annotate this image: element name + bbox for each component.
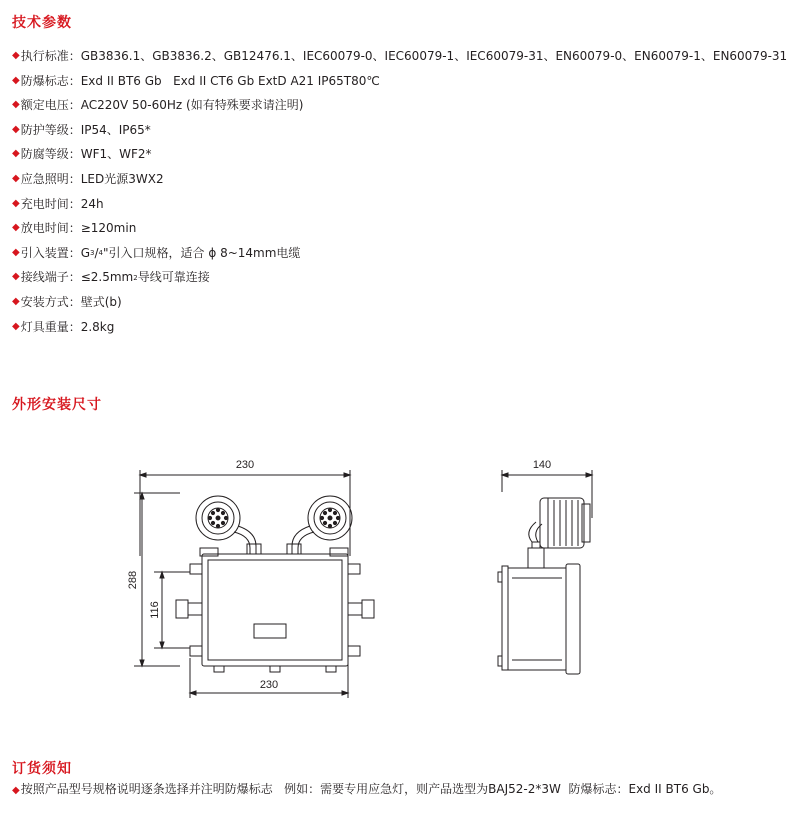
side-depth-label: 140: [532, 459, 552, 471]
front-enclosure: [176, 554, 374, 672]
spec-list: [12, 44, 787, 339]
spec-row-installation: ◆ 安装方式： 壁式(b): [12, 290, 787, 315]
bullet-diamond-icon: ◆: [12, 295, 20, 307]
section-title-tech-params: 技术参数: [12, 15, 72, 31]
bullet-diamond-icon: ◆: [12, 99, 20, 111]
front-height-label: 288: [127, 570, 139, 590]
section-title-dimensions: 外形安装尺寸: [12, 397, 102, 413]
order-note: ◆按照产品型号规格说明逐条选择并注明防爆标志 例如：需要专用应急灯，则产品选型为BAJ52-2*3W 防爆标志：Exd II BT6 Gb。: [12, 782, 722, 796]
bullet-diamond-icon: ◆: [12, 148, 20, 160]
spec-row-protection: ◆ 防护等级： IP54、IP65*: [12, 118, 787, 143]
spec-row-emergency-light: ◆ 应急照明： LED光源3WX2: [12, 167, 787, 192]
bullet-diamond-icon: ◆: [12, 246, 20, 258]
spec-row-entry-device: ◆ 引入装置： G 3 / 4 "引入口规格，适合 ϕ 8~14mm电缆: [12, 241, 787, 266]
front-inner-height-label: 116: [149, 601, 161, 619]
bullet-diamond-icon: ◆: [12, 197, 20, 209]
spec-row-voltage: ◆ 额定电压： AC220V 50-60Hz (如有特殊要求请注明): [12, 93, 787, 118]
front-width-top-label: 230: [235, 459, 255, 471]
section-title-order: 订货须知: [12, 761, 72, 777]
front-height-dimension: [134, 493, 180, 666]
front-width-top-dimension: [140, 470, 350, 556]
spec-row-standard: ◆ 执行标准： GB3836.1、GB3836.2、GB12476.1、IEC60079-0、IEC60079-1、IEC60079-31、EN60079-0、EN60079-1、EN60079-31: [12, 44, 787, 69]
dimension-drawing: [120, 448, 600, 708]
bullet-diamond-icon: ◆: [12, 785, 20, 796]
bullet-diamond-icon: ◆: [12, 271, 20, 283]
spec-row-anticorrosion: ◆ 防腐等级： WF1、WF2*: [12, 142, 787, 167]
spec-row-discharge-time: ◆ 放电时间： ≥120min: [12, 216, 787, 241]
bullet-diamond-icon: ◆: [12, 222, 20, 234]
spec-row-explosion-mark: ◆ 防爆标志： Exd II BT6 Gb Exd II CT6 Gb ExtD A21 IP65T80℃: [12, 69, 787, 94]
bullet-diamond-icon: ◆: [12, 123, 20, 135]
bullet-diamond-icon: ◆: [12, 172, 20, 184]
bullet-diamond-icon: ◆: [12, 50, 20, 61]
spec-row-weight: ◆ 灯具重量： 2.8kg: [12, 315, 787, 340]
spec-row-terminal: ◆ 接线端子： ≤2.5mm 2 导线可靠连接: [12, 265, 787, 290]
bullet-diamond-icon: ◆: [12, 74, 20, 86]
spec-row-charge-time: ◆ 充电时间： 24h: [12, 192, 787, 217]
front-width-bottom-dimension: [190, 658, 348, 698]
bullet-diamond-icon: ◆: [12, 320, 20, 332]
side-view: [498, 498, 590, 674]
front-width-bottom-label: 230: [259, 679, 279, 691]
